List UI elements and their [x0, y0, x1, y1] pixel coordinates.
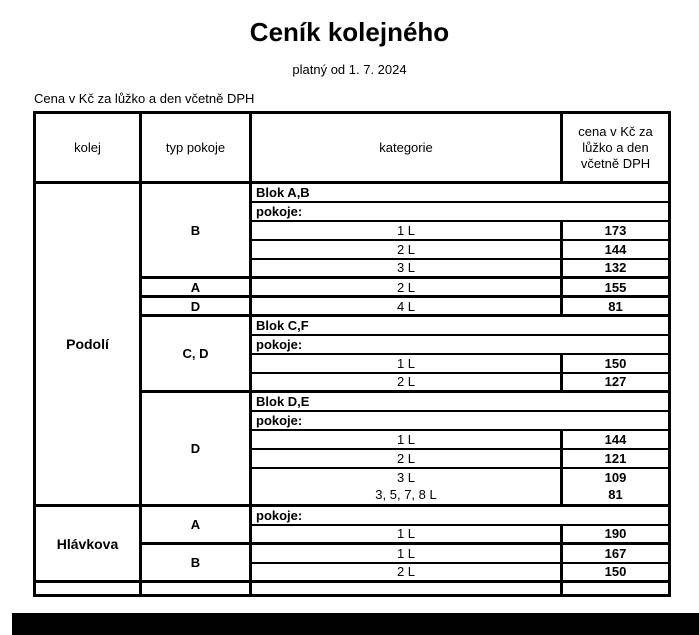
- kategorie-cell: 2 L: [251, 563, 562, 582]
- cut-off-cell: [251, 582, 562, 596]
- price-cell: 127: [562, 373, 670, 392]
- price-cell: 132: [562, 259, 670, 278]
- cut-off-row: [35, 582, 670, 596]
- pokoje-label-cell: pokoje:: [251, 335, 670, 354]
- redaction-bar: [12, 613, 699, 635]
- kategorie-line: 3 L: [396, 470, 416, 486]
- header-cena: cena v Kč za lůžko a den včetně DPH: [562, 113, 670, 183]
- table-row: [35, 506, 670, 525]
- kategorie-cell-multiline: [251, 468, 562, 506]
- header-row: [35, 113, 670, 183]
- price-cell: 150: [562, 354, 670, 373]
- cut-off-cell: [35, 582, 141, 596]
- price-cell: 144: [562, 430, 670, 449]
- kategorie-cell: 1 L: [251, 430, 562, 449]
- table-caption: Cena v Kč za lůžko a den včetně DPH: [34, 91, 255, 106]
- pokoje-label-cell: pokoje:: [251, 202, 670, 221]
- kategorie-cell: 4 L: [251, 297, 562, 316]
- pokoje-label-cell: pokoje:: [251, 411, 670, 430]
- header-kolej: kolej: [35, 113, 141, 183]
- kategorie-cell: 3 L: [251, 259, 562, 278]
- price-cell: 190: [562, 525, 670, 544]
- kategorie-cell: 1 L: [251, 525, 562, 544]
- cut-off-cell: [562, 582, 670, 596]
- page-subtitle: platný od 1. 7. 2024: [292, 62, 407, 77]
- kategorie-cell: 2 L: [251, 373, 562, 392]
- price-line: 81: [608, 487, 623, 503]
- kategorie-line: 3, 5, 7, 8 L: [375, 487, 437, 503]
- price-cell: 81: [562, 297, 670, 316]
- price-cell: 121: [562, 449, 670, 468]
- room-type-cell-hlavkova-a: A: [141, 506, 251, 544]
- kategorie-cell: 2 L: [251, 278, 562, 297]
- price-line: 109: [604, 470, 627, 486]
- table-row: [35, 183, 670, 202]
- kategorie-cell: 2 L: [251, 449, 562, 468]
- price-table: [33, 111, 671, 597]
- room-type-cell-hlavkova-b: B: [141, 544, 251, 582]
- price-cell: 144: [562, 240, 670, 259]
- price-cell-multiline: [562, 468, 670, 506]
- pokoje-label-cell: pokoje:: [251, 506, 670, 525]
- page-title: Ceník kolejného: [249, 17, 450, 47]
- room-type-cell-podoli-a: A: [141, 278, 251, 297]
- price-cell: 150: [562, 563, 670, 582]
- kategorie-cell: 1 L: [251, 544, 562, 563]
- kategorie-cell: 1 L: [251, 221, 562, 240]
- price-cell: 173: [562, 221, 670, 240]
- kategorie-cell: 1 L: [251, 354, 562, 373]
- dorm-podoli-cell: Podolí: [35, 183, 141, 506]
- room-type-cell-podoli-d: D: [141, 297, 251, 316]
- room-type-cell-podoli-cd: C, D: [141, 316, 251, 392]
- block-header-cell: Blok A,B: [251, 183, 670, 202]
- cut-off-cell: [141, 582, 251, 596]
- room-type-cell-podoli-b: B: [141, 183, 251, 278]
- dorm-hlavkova-cell: Hlávkova: [35, 506, 141, 582]
- block-header-cell: Blok C,F: [251, 316, 670, 335]
- price-cell: 155: [562, 278, 670, 297]
- price-cell: 167: [562, 544, 670, 563]
- header-typ-pokoje: typ pokoje: [141, 113, 251, 183]
- room-type-cell-podoli-d2: D: [141, 392, 251, 506]
- header-kategorie: kategorie: [251, 113, 562, 183]
- kategorie-cell: 2 L: [251, 240, 562, 259]
- block-header-cell: Blok D,E: [251, 392, 670, 411]
